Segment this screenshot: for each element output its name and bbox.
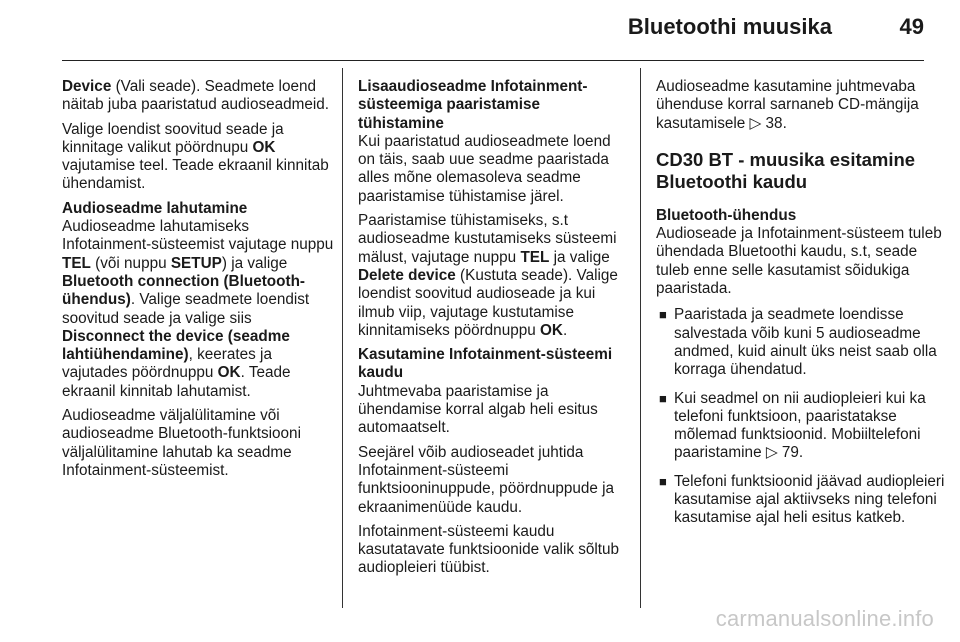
page-ref-79[interactable]: 79: [781, 444, 799, 462]
column-divider-2: [640, 68, 641, 608]
paragraph-usage-similar: Audioseadme kasutamine juhtmevaba ühenduse korral sarnaneb CD-mängija kasutamisele ▷ 38.: [656, 78, 919, 132]
paragraph-auto-play: Juhtmevaba paaristamise ja ühendamise korral algab heli esitus automaatselt.: [358, 382, 598, 437]
triangle-right-icon: ▷: [749, 114, 762, 132]
paragraph-device: Device (Vali seade). Seadmete loend näitab juba paaristatud audioseadmeid.: [62, 78, 330, 114]
header-rule: [62, 60, 924, 61]
page-number: 49: [899, 14, 924, 39]
section-heading-cd30: CD30 BT - muusika esitamine Bluetoothi kaudu: [656, 148, 916, 192]
paragraph-unpair-steps: Paaristamise tühistamiseks, s.t audioseadme kustutamiseks süsteemi mälust, vajutage nuppu TEL ja valige Delete device (Kustuta seade). Valige loendist soovitud audioseade ja kui ilmub viip, vajutage kustutamise kinnitamiseks pöördnuppu OK.: [358, 212, 618, 339]
square-bullet-icon: ■: [659, 473, 667, 489]
column-divider-1: [342, 68, 343, 608]
subheading-usage: Kasutamine Infotainment-süsteemi kaudu: [358, 346, 613, 382]
column-3: [656, 78, 950, 538]
list-item: ■ Kui seadmel on nii audiopleieri kui ka telefoni funktsioon, paaristatakse mõlemad funktsioonid. Mobiiltelefoni paaristamine ▷ 79.: [659, 389, 926, 462]
square-bullet-icon: ■: [659, 390, 667, 406]
column-1: [62, 78, 334, 486]
column-2: [358, 78, 626, 584]
paragraph-select-device: Valige loendist soovitud seade ja kinnitage valikut pöördnupu OK vajutamise teel. Teade ekraanil kinnitab ühendamist.: [62, 120, 329, 193]
list-item: ■ Telefoni funktsioonid jäävad audiopleieri kasutamise ajal aktiivseks ning telefoni kasutamise ajal heli esitus katkeb.: [659, 472, 945, 527]
triangle-right-icon: ▷: [765, 444, 778, 462]
paragraph-pairing-required: Audioseade ja Infotainment-süsteem tuleb ühendada Bluetoothi kaudu, s.t, seade tuleb enne selle kasutamist sõidukiga paaristada.: [656, 225, 942, 298]
square-bullet-icon: ■: [659, 307, 667, 323]
subheading-unpair: Lisaaudioseadme Infotainment-süsteemiga paaristamise tühistamine: [358, 78, 588, 132]
list-item: ■ Paaristada ja seadmete loendisse salvestada võib kuni 5 audioseadme andmed, kuid ainult üks neist saab olla korraga ühendatud.: [659, 306, 937, 379]
watermark: carmanualsonline.info: [715, 606, 934, 631]
paragraph-list-full: Kui paaristatud audioseadmete loend on täis, saab uue seadme paaristada alles mõne olemasoleva seadme paaristamise tühistamise järel.: [358, 132, 611, 205]
paragraph-switch-off: Audioseadme väljalülitamine või audioseadme Bluetooth-funktsiooni väljalülitamine lahutab ka seadme Infotainment-süsteemist.: [62, 407, 301, 479]
subheading-bt-connection: Bluetooth-ühendus: [656, 206, 797, 224]
header-title: Bluetoothi muusika: [627, 14, 832, 39]
page-ref-38[interactable]: 38: [765, 114, 783, 132]
bullet-list: [656, 306, 950, 527]
subheading-disconnect: Audioseadme lahutamine: [62, 199, 248, 217]
paragraph-functions: Infotainment-süsteemi kaudu kasutatavate funktsioonide valik sõltub audiopleieri tüübist.: [358, 522, 620, 577]
paragraph-disconnect: Audioseadme lahutamiseks Infotainment-süsteemist vajutage nuppu TEL (või nuppu SETUP) ja valige Bluetooth connection (Bluetooth-ühendus). Valige seadmete loendist soovitud seade ja valige siis Disconnect the device (seadme lahtiühendamine), keerates ja vajutades pöördnuppu OK. Teade ekraanil kinnitab lahutamist.: [62, 218, 334, 400]
paragraph-control: Seejärel võib audioseadet juhtida Infotainment-süsteemi funktsiooninuppude, pöördnuppude ja ekraanimenüüde kaudu.: [358, 443, 615, 516]
